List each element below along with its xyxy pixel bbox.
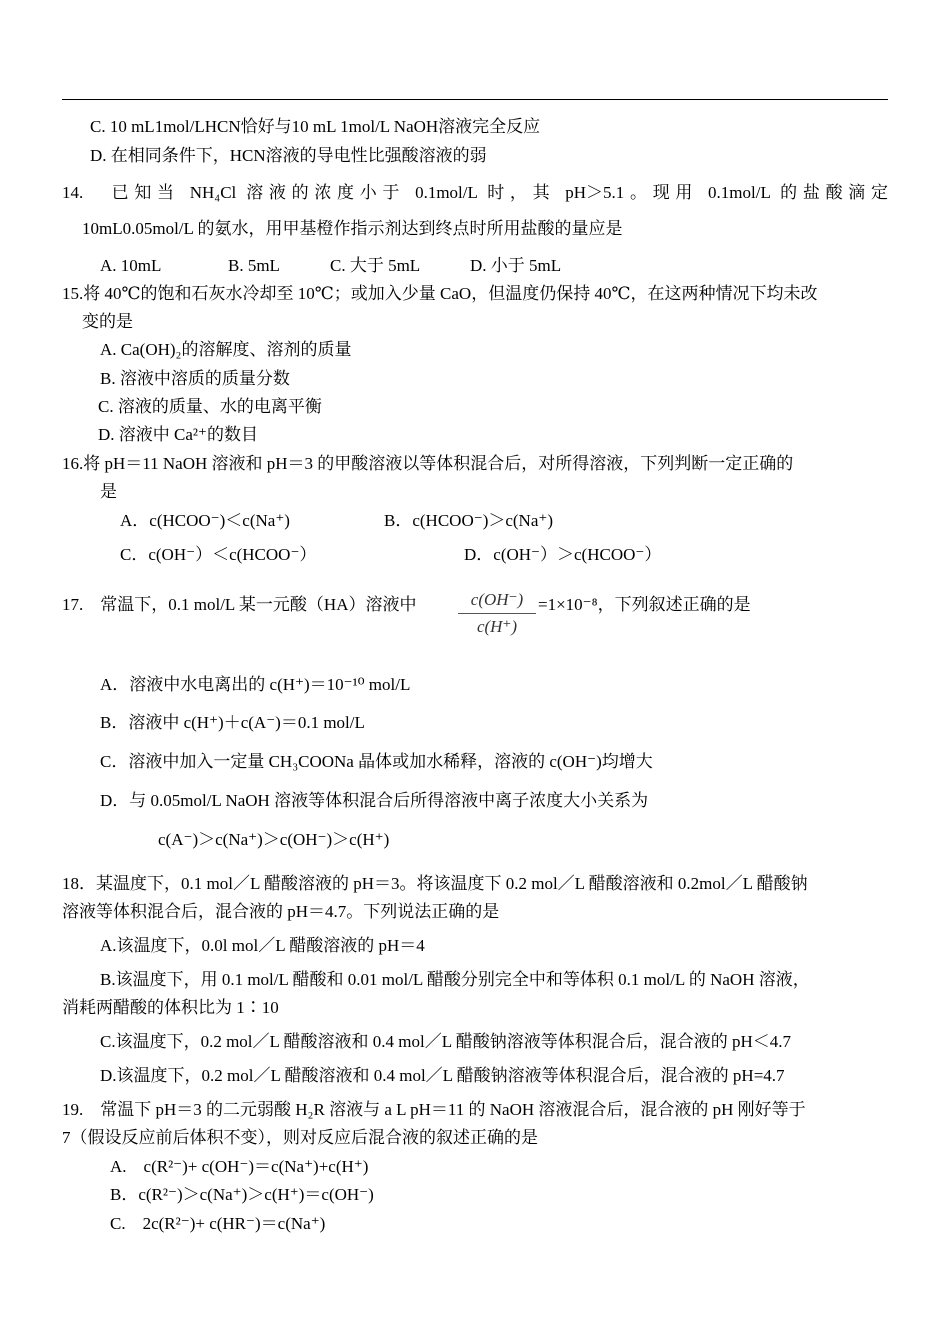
q19-option-b: B．c(R²⁻)＞c(Na⁺)＞c(H⁺)＝c(OH⁻) <box>110 1185 374 1204</box>
q14-option-d: D. 小于 5mL <box>470 256 562 275</box>
q14-stem-line1: 14. 已知当 NH₄Cl 溶液的浓度小于 0.1mol/L 时，其 pH＞5.1。现用 0.1mol/L 的盐酸滴定 <box>62 183 888 202</box>
q14-option-a: A. 10mL <box>100 256 162 275</box>
q19-option-a: A. c(R²⁻)+ c(OH⁻)＝c(Na⁺)+c(H⁺) <box>110 1157 369 1176</box>
header-rule <box>62 99 888 100</box>
q15-option-c: C. 溶液的质量、水的电离平衡 <box>98 397 322 416</box>
q17-fraction-numerator: c(OH⁻) <box>470 590 524 609</box>
q18-stem-line1: 18．某温度下，0.1 mol／L 醋酸溶液的 pH＝3。将该温度下 0.2 mol／L 醋酸溶液和 0.2mol／L 醋酸钠 <box>62 874 808 893</box>
q16-option-b: B．c(HCOO⁻)＞c(Na⁺) <box>384 511 554 530</box>
q16-stem-line1: 16.将 pH＝11 NaOH 溶液和 pH＝3 的甲酸溶液以等体积混合后，对所得溶液，下列判断一定正确的 <box>62 454 794 473</box>
q17-fraction <box>458 590 536 637</box>
q18-option-a: A.该温度下，0.0l mol／L 醋酸溶液的 pH＝4 <box>100 936 425 955</box>
q18-option-c: C.该温度下，0.2 mol／L 醋酸溶液和 0.4 mol／L 醋酸钠溶液等体积混合后，混合液的 pH＜4.7 <box>100 1032 792 1051</box>
q18-option-b-line2: 消耗两醋酸的体积比为 1∶10 <box>62 998 279 1017</box>
q17-option-c: C．溶液中加入一定量 CH₃COONa 晶体或加水稀释，溶液的 c(OH⁻)均增大 <box>100 752 653 771</box>
q18-option-b-line1: B.该温度下，用 0.1 mol/L 醋酸和 0.01 mol/L 醋酸分别完全中和等体积 0.1 mol/L 的 NaOH 溶液， <box>100 970 810 989</box>
q16-option-a: A．c(HCOO⁻)＜c(Na⁺) <box>120 511 290 530</box>
q14-option-c: C. 大于 5mL <box>330 256 421 275</box>
q15-stem-line2: 变的是 <box>82 312 133 331</box>
q19-stem-line2: 7（假设反应前后体积不变），则对反应后混合液的叙述正确的是 <box>62 1128 538 1147</box>
q13-option-c: C. 10 mL1mol/LHCN恰好与10 mL 1mol/L NaOH溶液完全反应 <box>90 117 541 136</box>
q16-option-c: C．c(OH⁻）＜c(HCOO⁻） <box>120 545 317 564</box>
q17-option-d: D．与 0.05mol/L NaOH 溶液等体积混合后所得溶液中离子浓度大小关系为 <box>100 791 649 810</box>
q13-option-d: D. 在相同条件下，HCN溶液的导电性比强酸溶液的弱 <box>90 146 487 165</box>
q18-option-d: D.该温度下，0.2 mol／L 醋酸溶液和 0.4 mol／L 醋酸钠溶液等体积混合后，混合液的 pH=4.7 <box>100 1066 785 1085</box>
q16-stem-line2: 是 <box>100 482 117 501</box>
q15-option-b: B. 溶液中溶质的质量分数 <box>100 369 290 388</box>
q17-option-d-relation: c(A⁻)＞c(Na⁺)＞c(OH⁻)＞c(H⁺) <box>158 830 390 849</box>
q17-stem-pre: 17. 常温下，0.1 mol/L 某一元酸（HA）溶液中 <box>62 595 417 614</box>
q19-stem-line1: 19. 常温下 pH＝3 的二元弱酸 H₂R 溶液与 a L pH＝11 的 NaOH 溶液混合后，混合液的 pH 刚好等于 <box>62 1100 806 1119</box>
q15-option-d: D. 溶液中 Ca²⁺的数目 <box>98 425 258 444</box>
q17-fraction-denominator: c(H⁺) <box>476 617 518 636</box>
q18-stem-line2: 溶液等体积混合后，混合液的 pH＝4.7。下列说法正确的是 <box>62 902 500 921</box>
q14-stem-line2: 10mL0.05mol/L 的氨水，用甲基橙作指示剂达到终点时所用盐酸的量应是 <box>82 219 623 238</box>
q17-option-a: A．溶液中水电离出的 c(H⁺)＝10⁻¹⁰ mol/L <box>100 675 411 694</box>
q15-option-a: A. Ca(OH)₂的溶解度、溶剂的质量 <box>100 340 352 359</box>
q16-option-d: D．c(OH⁻）＞c(HCOO⁻） <box>464 545 662 564</box>
q15-stem-line1: 15.将 40℃的饱和石灰水冷却至 10℃；或加入少量 CaO，但温度仍保持 40℃，在这两种情况下均未改 <box>62 284 818 303</box>
q19-option-c: C. 2c(R²⁻)+ c(HR⁻)＝c(Na⁺) <box>110 1214 326 1233</box>
q17-stem-post: =1×10⁻⁸，下列叙述正确的是 <box>538 595 751 614</box>
q14-option-b: B. 5mL <box>228 256 280 275</box>
q17-option-b: B．溶液中 c(H⁺)＋c(A⁻)＝0.1 mol/L <box>100 713 365 732</box>
